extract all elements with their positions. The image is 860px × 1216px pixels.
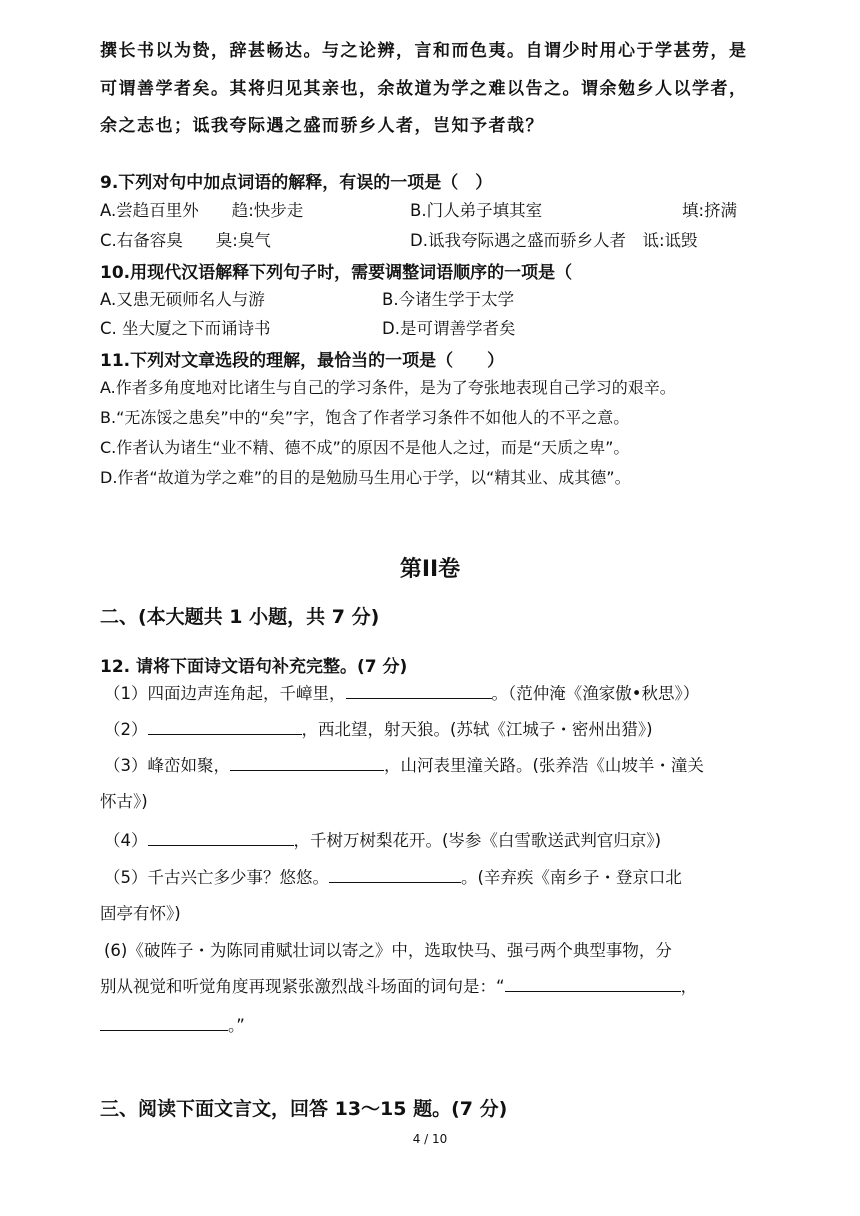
question-11-stem: 11.下列对文章选段的理解，最恰当的一项是（ ） bbox=[100, 351, 505, 371]
q12-item-1-blank[interactable] bbox=[346, 684, 492, 699]
q12-item-5-continued: 固亭有怀》) bbox=[100, 904, 181, 923]
question-10-option-d: D.是可谓善学者矣 bbox=[382, 319, 516, 338]
question-10-option-a: A.又患无硕师名人与游 bbox=[100, 290, 265, 309]
page-number: 4 / 10 bbox=[412, 1132, 448, 1146]
q12-item-3-text-a: （3）峰峦如聚， bbox=[104, 756, 230, 775]
q12-item-5-text-a: （5）千古兴亡多少事？悠悠。 bbox=[104, 868, 329, 887]
q12-item-5 bbox=[104, 864, 682, 888]
question-9-option-a: A.尝趋百里外 趋:快步走 bbox=[100, 201, 304, 220]
q12-item-2 bbox=[104, 716, 653, 740]
q12-item-4 bbox=[104, 827, 661, 851]
q12-item-3 bbox=[104, 752, 704, 776]
question-9-option-b-gloss: 填:挤满 bbox=[682, 201, 738, 220]
q12-item-3-text-b: ，山河表里潼关路。(张养浩《山坡羊・潼关 bbox=[384, 756, 704, 775]
question-11-option-d: D.作者“故道为学之难”的目的是勉励马生用心于学，以“精其业、成其德”。 bbox=[100, 468, 631, 487]
q12-item-5-blank[interactable] bbox=[329, 868, 461, 883]
q12-item-6-text-c: ， bbox=[680, 977, 698, 996]
q12-item-4-text-b: ，千树万树梨花开。(岑参《白雪歌送武判官归京》) bbox=[293, 831, 662, 850]
question-10-option-b: B.今诸生学于太学 bbox=[382, 290, 515, 309]
question-10-option-c: C. 坐大厦之下而诵诗书 bbox=[100, 319, 271, 338]
passage-line-2: 可谓善学者矣。其将归见其亲也，余故道为学之难以告之。谓余勉乡人以学者， bbox=[100, 79, 748, 99]
q12-item-5-text-b: 。(辛弃疾《南乡子・登京口北 bbox=[461, 868, 682, 887]
q12-item-1 bbox=[104, 680, 699, 704]
q12-item-2-text-b: ，西北望，射天狼。(苏轼《江城子・密州出猎》) bbox=[301, 720, 653, 739]
q12-item-6-text-b: 别从视觉和听觉角度再现紧张激烈战斗场面的词句是：“ bbox=[100, 977, 505, 996]
q12-item-3-blank[interactable] bbox=[230, 756, 384, 771]
section-2-heading: 二、(本大题共 1 小题，共 7 分) bbox=[100, 606, 380, 628]
question-11-option-c: C.作者认为诸生“业不精、德不成”的原因不是他人之过，而是“天质之卑”。 bbox=[100, 438, 630, 457]
q12-item-1-text-a: （1）四面边声连角起，千嶂里， bbox=[104, 684, 346, 703]
q12-item-6-blank-1[interactable] bbox=[505, 977, 681, 992]
q12-item-2-blank[interactable] bbox=[148, 720, 302, 735]
q12-item-6-line-2 bbox=[100, 973, 697, 997]
q12-item-6-line-3 bbox=[100, 1012, 245, 1036]
part-ii-title: 第II卷 bbox=[399, 557, 461, 582]
question-11-option-a: A.作者多角度地对比诸生与自己的学习条件，是为了夸张地表现自己学习的艰辛。 bbox=[100, 378, 676, 397]
q12-item-1-text-b: 。（范仲淹《渔家傲•秋思》） bbox=[491, 684, 700, 703]
q12-item-4-blank[interactable] bbox=[148, 831, 294, 846]
q12-item-6-line-1: (6)《破阵子・为陈同甫赋壮词以寄之》中，选取快马、强弓两个典型事物，分 bbox=[104, 941, 672, 960]
q12-item-4-text-a: （4） bbox=[104, 831, 148, 850]
question-9-option-d: D.诋我夸际遇之盛而骄乡人者 诋:诋毁 bbox=[410, 231, 698, 250]
question-9-option-b: B.门人弟子填其室 bbox=[410, 201, 543, 220]
question-11-option-b: B.“无冻馁之患矣”中的“矣”字，饱含了作者学习条件不如他人的不平之意。 bbox=[100, 408, 630, 427]
q12-item-2-text-a: （2） bbox=[104, 720, 148, 739]
q12-item-6-text-d: 。” bbox=[228, 1016, 245, 1035]
question-9-option-c: C.右备容臭 臭:臭气 bbox=[100, 231, 271, 250]
q12-item-6-blank-2[interactable] bbox=[100, 1016, 228, 1031]
question-10-stem: 10.用现代汉语解释下列句子时，需要调整词语顺序的一项是（ bbox=[100, 263, 573, 283]
passage-line-3: 余之志也；诋我夸际遇之盛而骄乡人者，岂知予者哉？ bbox=[100, 116, 544, 136]
question-9-stem: 9.下列对句中加点词语的解释，有误的一项是（ ） bbox=[100, 173, 493, 193]
question-12-stem: 12. 请将下面诗文语句补充完整。(7 分) bbox=[100, 657, 408, 677]
section-3-heading: 三、阅读下面文言文，回答 13～15 题。(7 分) bbox=[100, 1098, 508, 1120]
passage-line-1: 撰长书以为贽，辞甚畅达。与之论辨，言和而色夷。自谓少时用心于学甚劳，是 bbox=[100, 41, 748, 61]
q12-item-3-continued: 怀古》) bbox=[100, 792, 148, 811]
